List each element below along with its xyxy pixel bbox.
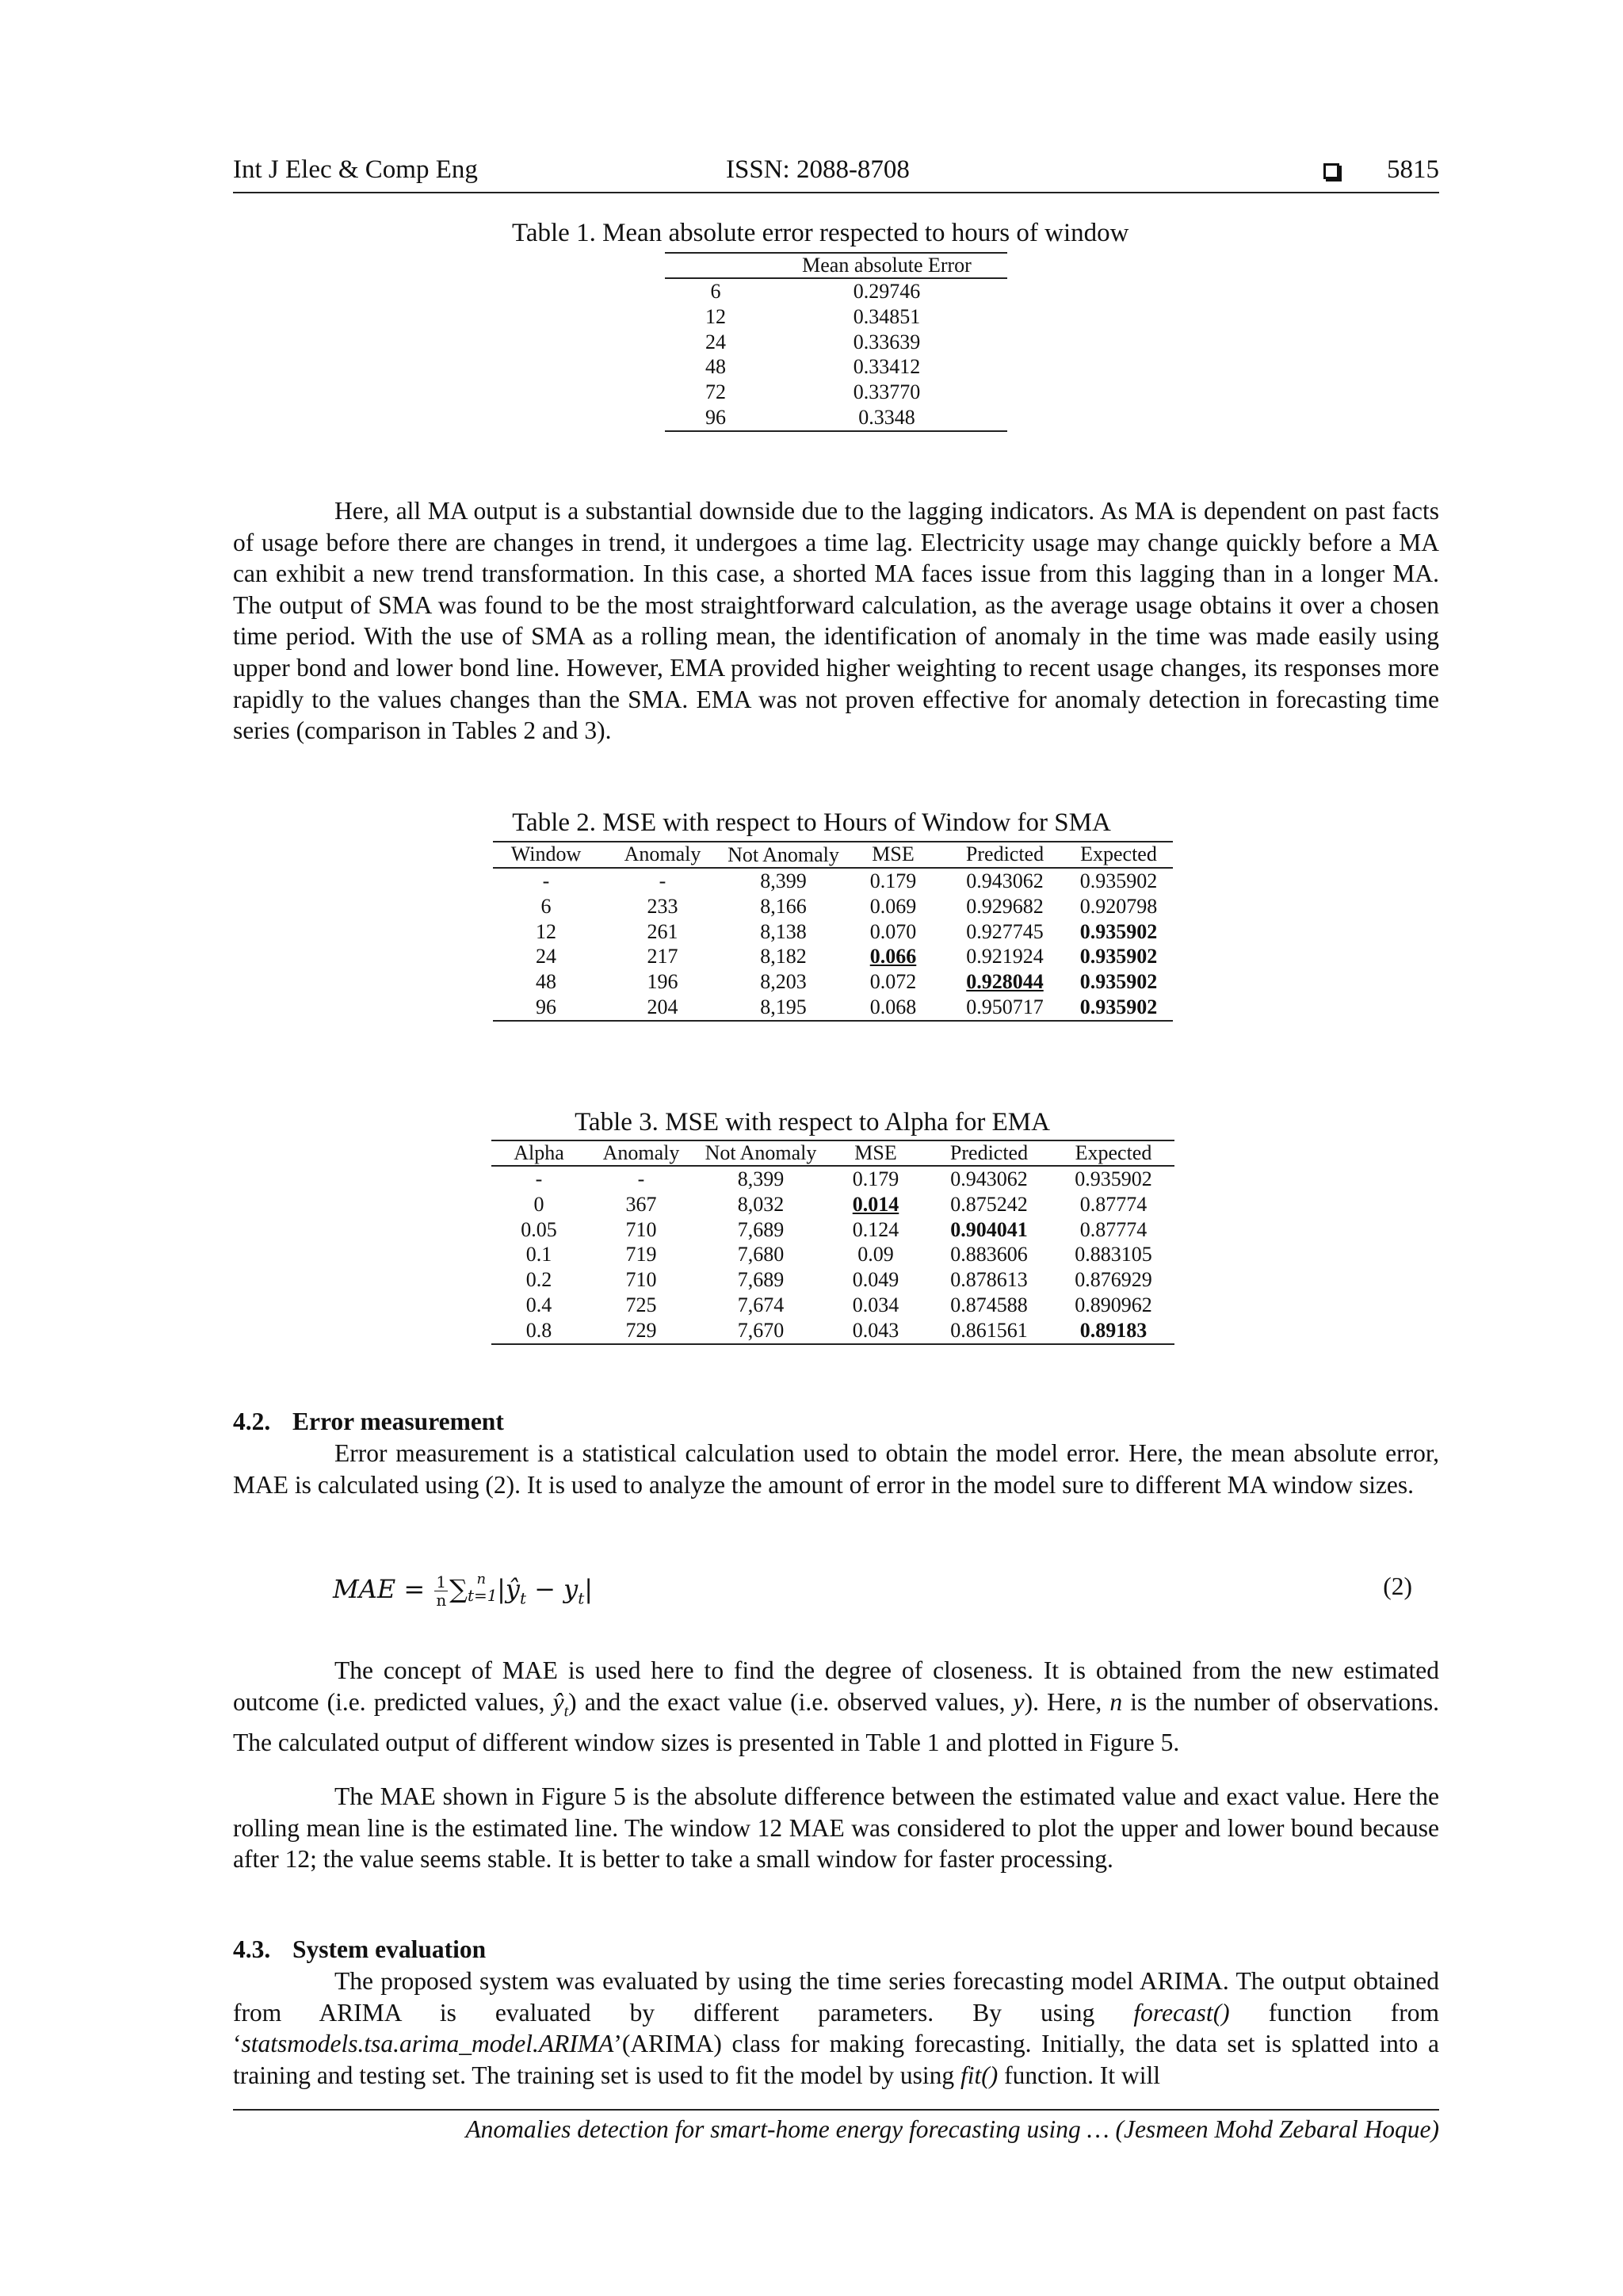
- table1: [665, 252, 1007, 432]
- para2-part-b: ) and the exact value (i.e. observed values,: [568, 1687, 1014, 1716]
- table2-cell: 261: [647, 919, 678, 943]
- table3-cell: 0.87774: [1079, 1192, 1148, 1216]
- table2-cell: 48: [536, 970, 556, 994]
- symbol-y: y: [1013, 1687, 1025, 1716]
- table2-cell: 0.927745: [966, 919, 1044, 943]
- table1-cell: 24: [705, 330, 726, 353]
- table3-cell: 0.89183: [1079, 1318, 1148, 1342]
- table3-cell: 367: [625, 1192, 657, 1216]
- table3-cell: 0.034: [852, 1293, 899, 1316]
- table2-cell: 0.179: [869, 869, 917, 892]
- table2-cell: 8,138: [760, 919, 807, 943]
- table2-row: [493, 969, 1173, 995]
- table3-row: [491, 1267, 1174, 1293]
- table3-cell: 0.87774: [1079, 1217, 1148, 1241]
- table2-row: [493, 944, 1173, 969]
- table2-cell: 0.069: [869, 894, 917, 918]
- table3-header-expected: Expected: [1052, 1140, 1174, 1166]
- table1-caption: Table 1. Mean absolute error respected to hours of window: [512, 219, 1129, 247]
- table1-cell: 0.33639: [853, 330, 921, 353]
- table3-cell: 0.861561: [950, 1318, 1028, 1342]
- table2-cell: 0.066: [869, 945, 917, 968]
- section-4-3-heading: [233, 1935, 486, 1964]
- table3-row: [491, 1242, 1174, 1267]
- table2-cell: -: [542, 869, 550, 892]
- table2-cell: 8,166: [760, 894, 807, 918]
- issn: ISSN: 2088-8708: [726, 155, 910, 184]
- table2-cell: 8,182: [760, 945, 807, 968]
- section-4-2-paragraph-3: The MAE shown in Figure 5 is the absolute difference between the estimated value and exact value. Here the rolling mean line is the estimated line. The window 12 MAE was considered to plot the upper and lower bound because after 12; the value seems stable. It is better to take a small window for faster processing.: [233, 1782, 1439, 1874]
- table3-cell: 7,680: [737, 1243, 785, 1266]
- table3-cell: 729: [625, 1318, 657, 1342]
- table2-header-window: Window: [493, 842, 599, 868]
- table3-row: [491, 1293, 1174, 1318]
- section-4-3-paragraph: [233, 1966, 1439, 2091]
- table2-cell: 0.072: [869, 970, 917, 994]
- table2-cell: 0.935902: [1079, 945, 1158, 968]
- table1-header-blank: [665, 253, 766, 278]
- table3-cell: 710: [625, 1217, 657, 1241]
- table3-cell: 0.2: [525, 1268, 552, 1292]
- para43-part-d: function. It will: [998, 2061, 1161, 2089]
- table3-header-predicted: Predicted: [926, 1140, 1052, 1166]
- table3-header-anomaly: Anomaly: [586, 1140, 696, 1166]
- table1-row: [665, 380, 1007, 405]
- table3-cell: 0.890962: [1075, 1293, 1152, 1316]
- para2-part-a: The concept of MAE is used here to find the degree of closeness. It is obtained from the new estimated outcome (i.e. predicted values,: [233, 1656, 1439, 1716]
- para43-part-c: ’(ARIMA) class for making forecasting. Initially, the data set is splatted into a training and testing set. The training set is used to fit the model by using: [233, 2030, 1439, 2089]
- table3-cell: 0: [533, 1192, 544, 1216]
- table2-row: [493, 894, 1173, 919]
- table3-cell: 710: [625, 1268, 657, 1292]
- running-footer: Anomalies detection for smart-home energy forecasting using … (Jesmeen Mohd Zebaral Hoque): [233, 2109, 1439, 2144]
- table3-row: [491, 1217, 1174, 1243]
- table3-cell: 0.014: [852, 1192, 899, 1216]
- table3-cell: 719: [625, 1243, 657, 1266]
- table3-cell: 0.4: [525, 1293, 552, 1316]
- table3-cell: 8,032: [737, 1192, 785, 1216]
- table3-cell: -: [637, 1167, 645, 1190]
- para43-part-a: The proposed system was evaluated by using the time series forecasting model ARIMA. The output obtained from ARIMA is evaluated by different parameters. By using: [233, 1967, 1439, 2027]
- table2-row: [493, 919, 1173, 945]
- table3-cell: 0.05: [521, 1217, 557, 1241]
- table3-cell: 0.935902: [1075, 1167, 1152, 1190]
- table3-cell: 8,399: [737, 1167, 785, 1190]
- table3-cell: 0.1: [525, 1243, 552, 1266]
- table1-row: [665, 278, 1007, 304]
- section-4-3-title: System evaluation: [292, 1935, 487, 1963]
- equation-number: (2): [1383, 1572, 1412, 1600]
- table2-cell: 0.068: [869, 995, 917, 1018]
- table2-cell: 0.920798: [1079, 894, 1158, 918]
- table2-cell: 233: [647, 894, 678, 918]
- table1-cell: 6: [710, 280, 721, 303]
- table3-cell: 0.049: [852, 1268, 899, 1292]
- section-4-2-paragraph-1: Error measurement is a statistical calculation used to obtain the model error. Here, the mean absolute error, MAE is calculated using (2). It is used to analyze the amount of error in the model sure to different MA window sizes.: [233, 1439, 1439, 1499]
- table1-cell: 0.34851: [853, 304, 921, 328]
- table1-cell: 0.3348: [858, 405, 915, 429]
- table2-cell: 8,195: [760, 995, 807, 1018]
- table2-cell: 6: [540, 894, 552, 918]
- table2-cell: 0.935902: [1079, 869, 1158, 892]
- table2: [493, 841, 1173, 1022]
- table1-row: [665, 330, 1007, 355]
- table3-cell: -: [535, 1167, 543, 1190]
- table3-caption: Table 3. MSE with respect to Alpha for EMA: [575, 1108, 1050, 1137]
- table3-cell: 0.043: [852, 1318, 899, 1342]
- table3-cell: 0.943062: [950, 1167, 1028, 1190]
- table3-cell: 0.124: [852, 1217, 899, 1241]
- page-number: 5815: [1387, 155, 1439, 184]
- table2-cell: 12: [536, 919, 556, 943]
- table2-header-predicted: Predicted: [945, 842, 1064, 868]
- para2-part-d: is the number of observations. The calculated output of different window sizes is presented in Table 1 and plotted in Figure 5.: [233, 1687, 1439, 1757]
- table2-cell: 0.935902: [1079, 919, 1158, 943]
- table3-header-mse: MSE: [826, 1140, 926, 1166]
- table2-header-expected: Expected: [1064, 842, 1173, 868]
- class-arima: statsmodels.tsa.arima_model.ARIMA: [241, 2030, 614, 2058]
- table1-row: [665, 405, 1007, 431]
- table1-header-mae: Mean absolute Error: [766, 253, 1007, 278]
- table3-cell: 0.904041: [950, 1217, 1028, 1241]
- table2-cell: 217: [647, 945, 678, 968]
- table2-header-not-anomaly: Not Anomaly: [726, 842, 841, 868]
- symbol-y-hat-t: $ŷ_t$: [552, 1687, 569, 1720]
- table2-row: [493, 995, 1173, 1021]
- table2-header-anomaly: Anomaly: [599, 842, 726, 868]
- table2-cell: 8,203: [760, 970, 807, 994]
- journal-name: Int J Elec & Comp Eng: [233, 155, 478, 184]
- table3-cell: 0.878613: [950, 1268, 1028, 1292]
- table1-row: [665, 304, 1007, 330]
- table1-cell: 0.33770: [853, 380, 921, 404]
- table2-cell: 0.935902: [1079, 995, 1158, 1018]
- section-4-3-number: 4.3.: [233, 1935, 271, 1963]
- table2-cell: 0.928044: [966, 970, 1044, 994]
- table3-cell: 7,689: [737, 1268, 785, 1292]
- table2-cell: 0.935902: [1079, 970, 1158, 994]
- equation-mae: MAE = $\frac{1}{n}$ $\sum t=1^n$ $|ŷ_t - y_t|$: [333, 1571, 594, 1610]
- table2-cell: 0.943062: [966, 869, 1044, 892]
- table3-header-not-anomaly: Not Anomaly: [696, 1140, 826, 1166]
- section-4-2-heading: [233, 1408, 504, 1436]
- square-bullet-icon: [1323, 163, 1339, 179]
- table3-cell: 0.883606: [950, 1243, 1028, 1266]
- table2-cell: 8,399: [760, 869, 807, 892]
- table1-cell: 0.29746: [853, 280, 921, 303]
- table2-cell: 204: [647, 995, 678, 1018]
- table3-row: [491, 1192, 1174, 1217]
- table2-cell: 24: [536, 945, 556, 968]
- table1-cell: 0.33412: [853, 355, 921, 379]
- table2-cell: 0.950717: [966, 995, 1044, 1018]
- table2-cell: -: [659, 869, 666, 892]
- table3-cell: 7,689: [737, 1217, 785, 1241]
- symbol-n: n: [1109, 1687, 1123, 1716]
- table3-cell: 0.874588: [950, 1293, 1028, 1316]
- para2-part-c: ). Here,: [1024, 1687, 1110, 1716]
- table3-cell: 0.8: [525, 1318, 552, 1342]
- table1-cell: 72: [705, 380, 726, 404]
- table2-cell: 0.921924: [966, 945, 1044, 968]
- paragraph-ma: Here, all MA output is a substantial downside due to the lagging indicators. As MA is dependent on past facts of usage before there are changes in trend, it undergoes a time lag. Electricity usage may change quickly before a MA can exhibit a new trend transformation. In this case, a shorted MA faces issue from this lagging than in a longer MA. The output of SMA was found to be the most straightforward calculation, as the average usage obtains it over a chosen time period. With the use of SMA as a rolling mean, the identification of anomaly in the time was made easily using upper bond and lower bond line. However, EMA provided higher weighting to recent usage changes, its responses more rapidly to the values changes than the SMA. EMA was not proven effective for anomaly detection in forecasting time series (comparison in Tables 2 and 3).: [233, 497, 1439, 745]
- table2-cell: 0.929682: [966, 894, 1044, 918]
- function-forecast: forecast(): [1133, 1998, 1230, 2027]
- table3-cell: 0.09: [857, 1243, 894, 1266]
- table3-cell: 0.875242: [950, 1192, 1028, 1216]
- function-fit: fit(): [960, 2061, 999, 2089]
- running-header: [233, 155, 1439, 193]
- table2-row: [493, 868, 1173, 894]
- section-4-2-paragraph-2: [233, 1655, 1439, 1759]
- section-4-2-number: 4.2.: [233, 1408, 271, 1435]
- table2-caption: Table 2. MSE with respect to Hours of Window for SMA: [512, 808, 1111, 837]
- table2-cell: 96: [536, 995, 556, 1018]
- table3-cell: 7,674: [737, 1293, 785, 1316]
- table2-cell: 196: [647, 970, 678, 994]
- table3-cell: 725: [625, 1293, 657, 1316]
- table3-row: [491, 1318, 1174, 1344]
- table1-cell: 48: [705, 355, 726, 379]
- para43-part-b: function from ‘: [233, 1998, 1439, 2058]
- table1-cell: 12: [705, 304, 726, 328]
- table1-cell: 96: [705, 405, 726, 429]
- table3-row: [491, 1166, 1174, 1192]
- table3-cell: 0.883105: [1075, 1243, 1152, 1266]
- table1-row: [665, 354, 1007, 380]
- table3: [491, 1140, 1174, 1345]
- table2-cell: 0.070: [869, 919, 917, 943]
- table2-header-mse: MSE: [841, 842, 945, 868]
- table3-cell: 7,670: [737, 1318, 785, 1342]
- table3-cell: 0.876929: [1075, 1268, 1152, 1292]
- section-4-2-title: Error measurement: [292, 1408, 504, 1435]
- fraction-one-over-n: $\frac{1}{n}$: [436, 1572, 447, 1610]
- table3-header-alpha: Alpha: [491, 1140, 586, 1166]
- table3-cell: 0.179: [852, 1167, 899, 1190]
